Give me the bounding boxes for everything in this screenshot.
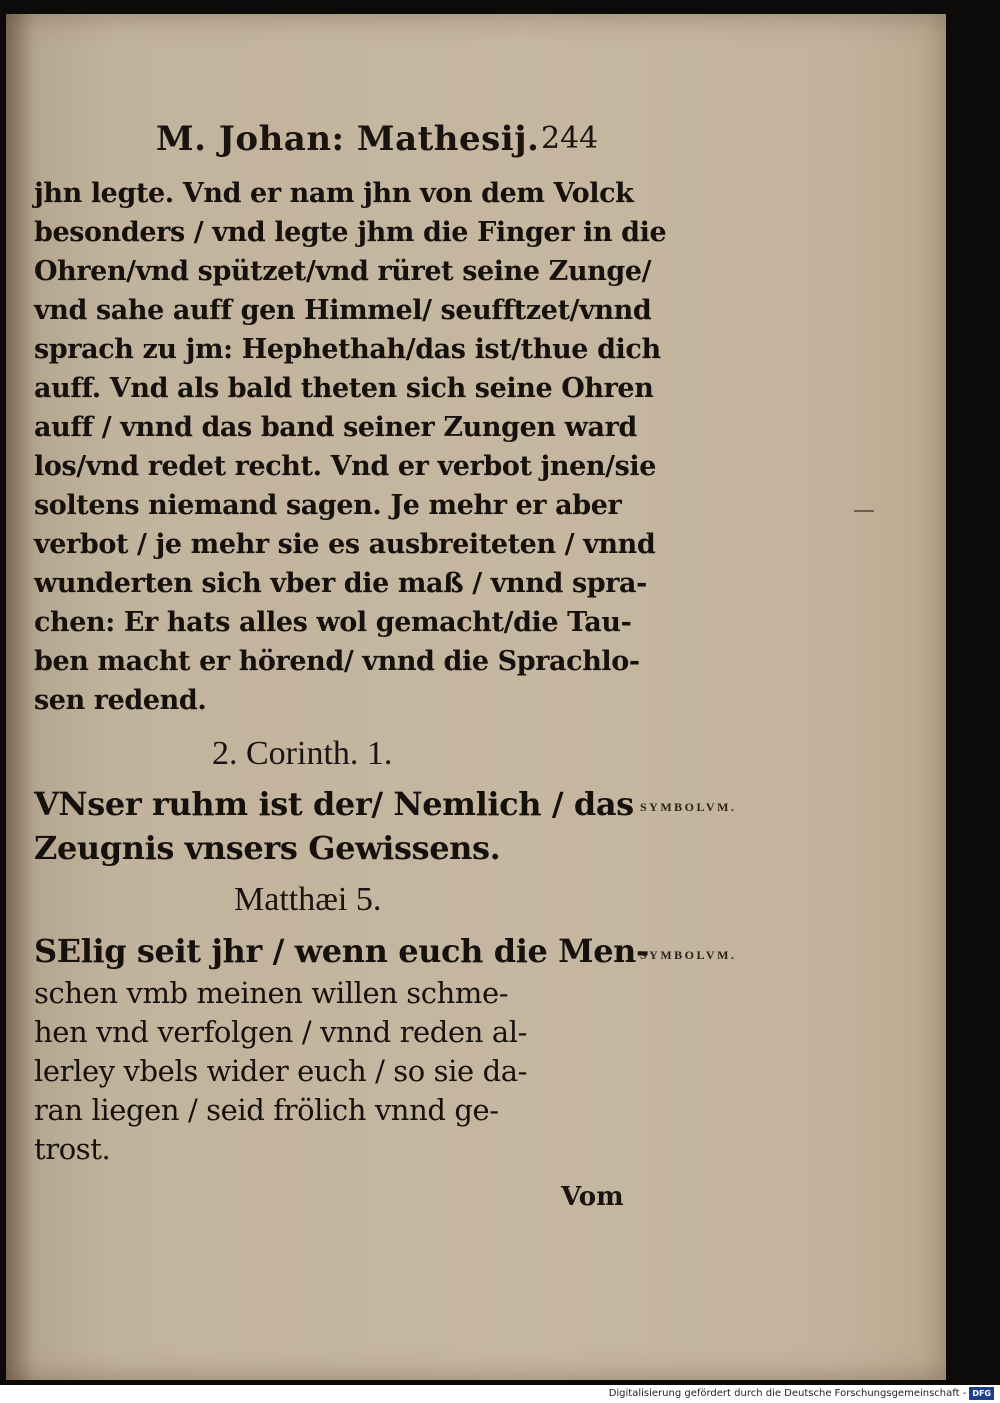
text-line: trost. (34, 1132, 111, 1166)
text-line: chen: Er hats alles wol gemacht/die Tau- (34, 607, 632, 638)
catchword: Vom (561, 1182, 624, 1212)
margin-note-symbolum: SYMBOLVM. (640, 948, 737, 962)
passage-matthew-5 (34, 928, 649, 1169)
text-line: hen vnd verfolgen / vnnd reden al- (34, 1015, 527, 1049)
text-line: sprach zu jm: Hephethah/das ist/thue dich (34, 334, 661, 365)
digitization-footer (609, 1387, 994, 1400)
text-line: SElig seit jhr / wenn euch die Men- (34, 932, 649, 970)
text-line: besonders / vnd legte jhm die Finger in die (34, 217, 667, 248)
text-line: auff. Vnd als bald theten sich seine Ohren (34, 373, 654, 404)
text-line: sen redend. (34, 685, 207, 716)
text-line: soltens niemand sagen. Je mehr er aber (34, 490, 622, 521)
text-line: vnd sahe auff gen Himmel/ seufftzet/vnnd (34, 295, 652, 326)
scripture-reference: Matthæi 5. (234, 881, 382, 918)
text-line: wunderten sich vber die maß / vnnd spra- (34, 568, 647, 599)
text-line: verbot / je mehr sie es ausbreiteten / vnnd (34, 529, 656, 560)
passage-mark-7 (34, 174, 667, 720)
text-line: Ohren/vnd spützet/vnd rüret seine Zunge/ (34, 256, 652, 287)
page-number: 244 (541, 121, 599, 156)
scripture-reference: 2. Corinth. 1. (212, 735, 393, 772)
book-page (6, 14, 946, 1380)
passage-2-corinthians (34, 782, 644, 870)
text-line: lerley vbels wider euch / so sie da- (34, 1054, 528, 1088)
margin-note-symbolum: SYMBOLVM. (640, 800, 737, 814)
text-line: jhn legte. Vnd er nam jhn von dem Volck (34, 178, 634, 209)
text-line: ran liegen / seid frölich vnnd ge- (34, 1093, 499, 1127)
text-line: auff / vnnd das band seiner Zungen ward (34, 412, 637, 443)
text-line: ben macht er hörend/ vnnd die Sprachlo- (34, 646, 640, 677)
page-header (6, 119, 946, 163)
text-line: VNser ruhm ist der/ Nemlich / das (34, 785, 634, 823)
running-head: M. Johan: Mathesij. (156, 119, 540, 159)
footer-text: Digitalisierung gefördert durch die Deutsche Forschungsgemeinschaft - (608, 1388, 967, 1399)
text-line: los/vnd redet recht. Vnd er verbot jnen/sie (34, 451, 657, 482)
text-line: schen vmb meinen willen schme- (34, 976, 509, 1010)
text-block (34, 174, 667, 1169)
text-line: Zeugnis vnsers Gewissens. (34, 829, 501, 867)
dfg-logo-icon: DFG (969, 1387, 994, 1400)
margin-mark (854, 510, 874, 512)
